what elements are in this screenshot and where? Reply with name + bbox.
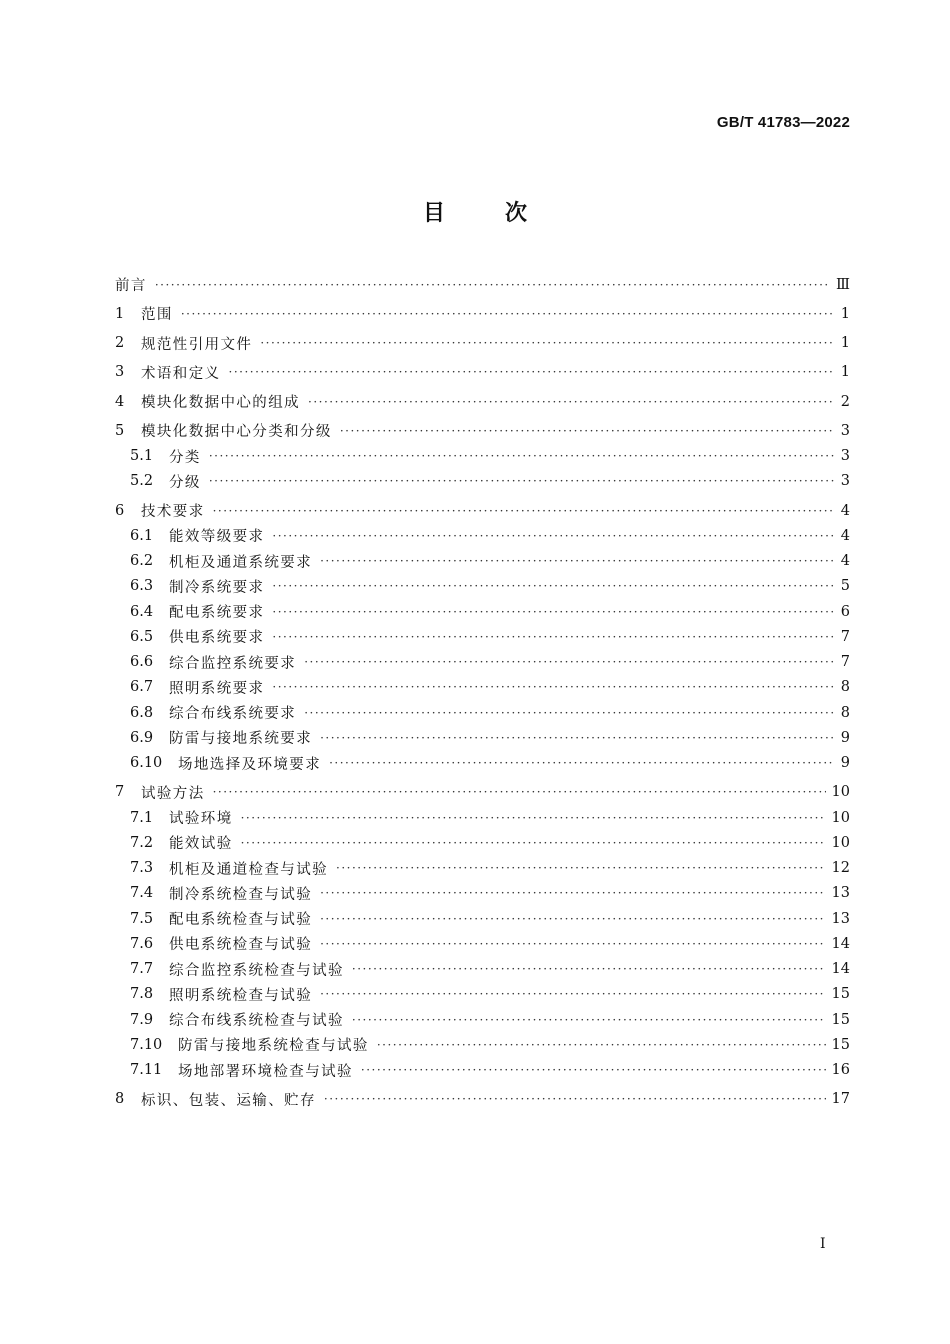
toc-leader-dots: [352, 963, 826, 975]
toc-entry-page: 15: [831, 986, 850, 1003]
toc-entry[interactable]: [115, 523, 850, 548]
toc-entry-page: 16: [831, 1062, 850, 1079]
toc-entry[interactable]: [115, 599, 850, 624]
toc-entry-number: 6.5: [130, 628, 154, 645]
toc-leader-dots: [320, 988, 825, 1000]
toc-leader-dots: [304, 707, 834, 719]
toc-entry-label: 防雷与接地系统检查与试验: [178, 1038, 369, 1055]
toc-entry-number: 3: [115, 364, 125, 381]
toc-entry[interactable]: [115, 725, 850, 750]
toc-entry-label: 规范性引用文件: [141, 336, 253, 353]
toc-entry[interactable]: [115, 982, 850, 1007]
toc-entry-number: 5.2: [130, 473, 154, 490]
toc-entry-label: 范围: [141, 307, 173, 324]
toc-entry-page: 17: [831, 1091, 850, 1108]
toc-entry-page: Ⅲ: [836, 276, 850, 293]
toc-leader-dots: [272, 530, 834, 542]
toc-entry-page: 15: [831, 1011, 850, 1028]
toc-entry-label: 配电系统检查与试验: [169, 912, 313, 929]
toc-entry[interactable]: [115, 751, 850, 776]
toc-entry-page: 15: [831, 1036, 850, 1053]
toc-leader-dots: [241, 837, 826, 849]
toc-entry-page: 7: [840, 628, 850, 645]
title-char-2: 次: [505, 201, 528, 226]
toc-leader-dots: [229, 366, 835, 378]
toc-entry[interactable]: [115, 856, 850, 881]
toc-entry-number: 6.8: [130, 704, 154, 721]
toc-entry-page: 4: [840, 527, 850, 544]
toc-entry-label: 场地部署环境检查与试验: [178, 1063, 353, 1080]
toc-leader-dots: [320, 887, 825, 899]
toc-entry-page: 10: [831, 834, 850, 851]
toc-leader-dots: [320, 732, 834, 744]
toc-entry[interactable]: [115, 624, 850, 649]
toc-entry-number: 2: [115, 335, 125, 352]
toc-entry-number: 7.6: [130, 935, 154, 952]
toc-entry[interactable]: [115, 272, 850, 297]
toc-entry[interactable]: [115, 931, 850, 956]
toc-entry-label: 能效等级要求: [169, 529, 265, 546]
toc-leader-dots: [336, 862, 826, 874]
toc-leader-dots: [213, 505, 834, 517]
toc-leader-dots: [329, 757, 834, 769]
toc-entry-number: 5: [115, 422, 125, 439]
toc-entry-label: 制冷系统要求: [169, 579, 265, 596]
toc-entry-page: 6: [840, 603, 850, 620]
toc-leader-dots: [320, 938, 825, 950]
toc-entry-page: 8: [840, 679, 850, 696]
toc-entry[interactable]: [115, 301, 850, 326]
toc-entry-label: 技术要求: [141, 504, 205, 521]
toc-leader-dots: [304, 656, 834, 668]
toc-entry-label: 供电系统检查与试验: [169, 937, 313, 954]
toc-entry-number: 6.2: [130, 553, 154, 570]
toc-entry-page: 3: [840, 448, 850, 465]
toc-entry-label: 照明系统检查与试验: [169, 987, 313, 1004]
toc-entry-number: 6.7: [130, 679, 154, 696]
toc-entry-label: 分级: [169, 474, 201, 491]
toc-leader-dots: [320, 555, 834, 567]
toc-entry-label: 机柜及通道系统要求: [169, 554, 313, 571]
toc-leader-dots: [241, 812, 826, 824]
toc-entry-page: 9: [840, 755, 850, 772]
toc-entry-label: 防雷与接地系统要求: [169, 731, 313, 748]
toc-entry-number: 1: [115, 305, 125, 322]
toc-entry-label: 综合布线系统要求: [169, 706, 297, 723]
toc-entry-number: 6.10: [130, 755, 163, 772]
toc-entry[interactable]: [115, 675, 850, 700]
toc-entry-label: 前言: [115, 278, 147, 295]
toc-entry[interactable]: [115, 574, 850, 599]
toc-leader-dots: [260, 337, 834, 349]
toc-entry-number: 4: [115, 393, 125, 410]
toc-leader-dots: [272, 681, 834, 693]
toc-entry-number: 7.1: [130, 809, 154, 826]
toc-leader-dots: [377, 1039, 826, 1051]
toc-entry-label: 制冷系统检查与试验: [169, 886, 313, 903]
toc-entry[interactable]: [115, 360, 850, 385]
toc-entry-page: 1: [840, 364, 850, 381]
toc-entry-label: 试验环境: [169, 811, 233, 828]
toc-entry-label: 分类: [169, 449, 201, 466]
toc-entry-label: 机柜及通道检查与试验: [169, 861, 328, 878]
toc-entry-number: 7.5: [130, 910, 154, 927]
toc-entry-page: 9: [840, 729, 850, 746]
toc-entry-page: 14: [831, 935, 850, 952]
toc-entry-number: 6.6: [130, 654, 154, 671]
toc-entry-label: 综合监控系统检查与试验: [169, 962, 344, 979]
toc-entry[interactable]: [115, 331, 850, 356]
toc-entry[interactable]: [115, 549, 850, 574]
toc-entry-number: 6: [115, 502, 125, 519]
toc-entry[interactable]: [115, 650, 850, 675]
toc-entry-number: 7.2: [130, 834, 154, 851]
toc-entry-number: 7.4: [130, 885, 154, 902]
toc-entry[interactable]: [115, 1032, 850, 1057]
toc-entry-number: 7.9: [130, 1011, 154, 1028]
toc-entry-label: 标识、包装、运输、贮存: [141, 1092, 316, 1109]
toc-entry-number: 6.4: [130, 603, 154, 620]
toc-entry-page: 1: [840, 335, 850, 352]
toc-entry-label: 配电系统要求: [169, 605, 265, 622]
toc-entry-page: 4: [840, 502, 850, 519]
toc-entry-page: 12: [831, 860, 850, 877]
toc-leader-dots: [361, 1064, 826, 1076]
toc-leader-dots: [209, 475, 834, 487]
toc-entry[interactable]: [115, 881, 850, 906]
toc-entry-label: 能效试验: [169, 836, 233, 853]
toc-entry-number: 6.1: [130, 527, 154, 544]
toc-leader-dots: [181, 308, 834, 320]
toc-entry-label: 模块化数据中心分类和分级: [141, 424, 332, 441]
page-folio: I: [820, 1236, 826, 1252]
toc-entry-page: 8: [840, 704, 850, 721]
toc-entry-number: 7.10: [130, 1036, 163, 1053]
toc-entry[interactable]: [115, 498, 850, 523]
title-char-1: 目: [422, 201, 445, 226]
toc-leader-dots: [340, 425, 834, 437]
toc-leader-dots: [308, 396, 834, 408]
toc-leader-dots: [272, 606, 834, 618]
toc-entry-page: 13: [831, 885, 850, 902]
toc-entry[interactable]: [115, 906, 850, 931]
page-title: [0, 196, 950, 227]
toc-entry-label: 综合布线系统检查与试验: [169, 1013, 344, 1030]
toc-entry-number: 6.9: [130, 729, 154, 746]
toc-entry-label: 场地选择及环境要求: [178, 756, 322, 773]
toc-entry[interactable]: [115, 444, 850, 469]
toc-entry[interactable]: [115, 1087, 850, 1112]
toc-entry-label: 术语和定义: [141, 365, 221, 382]
toc-entry-page: 1: [840, 305, 850, 322]
toc-entry[interactable]: [115, 1058, 850, 1083]
toc-entry-label: 试验方法: [141, 785, 205, 802]
toc-leader-dots: [213, 786, 826, 798]
toc-entry[interactable]: [115, 418, 850, 443]
toc-entry-number: 6.3: [130, 578, 154, 595]
toc-entry-page: 10: [831, 809, 850, 826]
toc-leader-dots: [155, 279, 830, 291]
toc-entry[interactable]: [115, 389, 850, 414]
toc-entry-page: 14: [831, 961, 850, 978]
toc-entry-page: 2: [840, 393, 850, 410]
toc-entry[interactable]: [115, 700, 850, 725]
toc-entry[interactable]: [115, 805, 850, 830]
toc-entry-number: 7.8: [130, 986, 154, 1003]
table-of-contents: [115, 272, 850, 1112]
toc-entry-page: 4: [840, 553, 850, 570]
toc-entry-number: 7.7: [130, 961, 154, 978]
toc-entry[interactable]: [115, 469, 850, 494]
toc-entry-number: 7: [115, 784, 125, 801]
toc-leader-dots: [352, 1014, 826, 1026]
standard-code: GB/T 41783—2022: [716, 114, 850, 131]
toc-entry-page: 13: [831, 910, 850, 927]
toc-entry-label: 综合监控系统要求: [169, 655, 297, 672]
toc-entry-page: 10: [831, 784, 850, 801]
toc-leader-dots: [320, 913, 825, 925]
toc-entry[interactable]: [115, 780, 850, 805]
toc-entry[interactable]: [115, 1007, 850, 1032]
toc-entry-label: 供电系统要求: [169, 630, 265, 647]
toc-leader-dots: [272, 580, 834, 592]
toc-leader-dots: [209, 450, 834, 462]
toc-entry-label: 模块化数据中心的组成: [141, 395, 300, 412]
toc-entry-page: 3: [840, 422, 850, 439]
toc-entry-number: 5.1: [130, 448, 154, 465]
toc-entry-number: 7.11: [130, 1062, 163, 1079]
toc-entry-page: 3: [840, 473, 850, 490]
toc-entry-number: 7.3: [130, 860, 154, 877]
toc-entry-page: 5: [840, 578, 850, 595]
toc-leader-dots: [272, 631, 834, 643]
toc-entry[interactable]: [115, 830, 850, 855]
toc-entry-number: 8: [115, 1091, 125, 1108]
toc-entry[interactable]: [115, 957, 850, 982]
toc-entry-page: 7: [840, 654, 850, 671]
toc-leader-dots: [324, 1093, 826, 1105]
toc-entry-label: 照明系统要求: [169, 680, 265, 697]
